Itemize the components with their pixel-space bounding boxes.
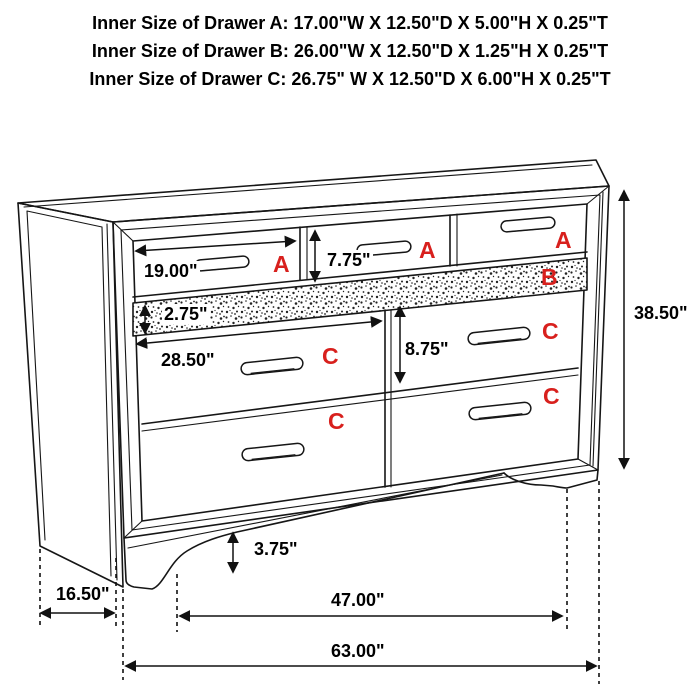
dim-inner-leg-span-label: 47.00" bbox=[331, 590, 385, 610]
dim-overall-height-label: 38.50" bbox=[634, 303, 688, 323]
label-drawer-a-right: A bbox=[555, 227, 572, 253]
label-drawer-b-strip: B bbox=[541, 264, 558, 290]
handle-drawer-c-left-top bbox=[241, 357, 304, 375]
handle-drawer-c-right-bottom bbox=[469, 402, 532, 420]
label-drawer-c-right-top: C bbox=[542, 318, 559, 344]
note-line-b: Inner Size of Drawer B: 26.00"W X 12.50"D X 1.25"H X 0.25"T bbox=[91, 41, 609, 61]
note-line-c: Inner Size of Drawer C: 26.75" W X 12.50"D X 6.00"H X 0.25"T bbox=[89, 69, 611, 89]
dim-side-depth-label: 16.50" bbox=[56, 584, 110, 604]
label-drawer-a-middle: A bbox=[419, 237, 436, 263]
dresser-left-panel bbox=[18, 203, 123, 587]
label-drawer-c-left-bottom: C bbox=[328, 408, 345, 434]
dim-drawer-a-width-label: 19.00" bbox=[144, 261, 198, 281]
dim-drawer-c-width-label: 28.50" bbox=[161, 350, 215, 370]
dim-drawer-a-height-label: 7.75" bbox=[327, 250, 371, 270]
drawer-handles bbox=[195, 217, 556, 462]
handle-drawer-c-left-bottom bbox=[242, 443, 305, 461]
handle-drawer-c-right-top bbox=[468, 327, 531, 345]
arrow-drawer-a-width bbox=[136, 241, 295, 251]
note-line-a: Inner Size of Drawer A: 17.00"W X 12.50"D X 5.00"H X 0.25"T bbox=[92, 13, 608, 33]
dresser-top bbox=[18, 160, 609, 222]
label-drawer-c-left-top: C bbox=[322, 343, 339, 369]
base-and-feet bbox=[124, 470, 598, 589]
dim-drawer-c-height-label: 8.75" bbox=[405, 339, 449, 359]
label-drawer-a-left: A bbox=[273, 251, 290, 277]
dim-drawer-b-height-label: 2.75" bbox=[164, 304, 208, 324]
dim-overall-width-label: 63.00" bbox=[331, 641, 385, 661]
label-drawer-c-right-bottom: C bbox=[543, 383, 560, 409]
dim-base-clearance-label: 3.75" bbox=[254, 539, 298, 559]
handle-drawer-a-left bbox=[195, 256, 250, 272]
handle-drawer-a-right bbox=[501, 217, 556, 233]
